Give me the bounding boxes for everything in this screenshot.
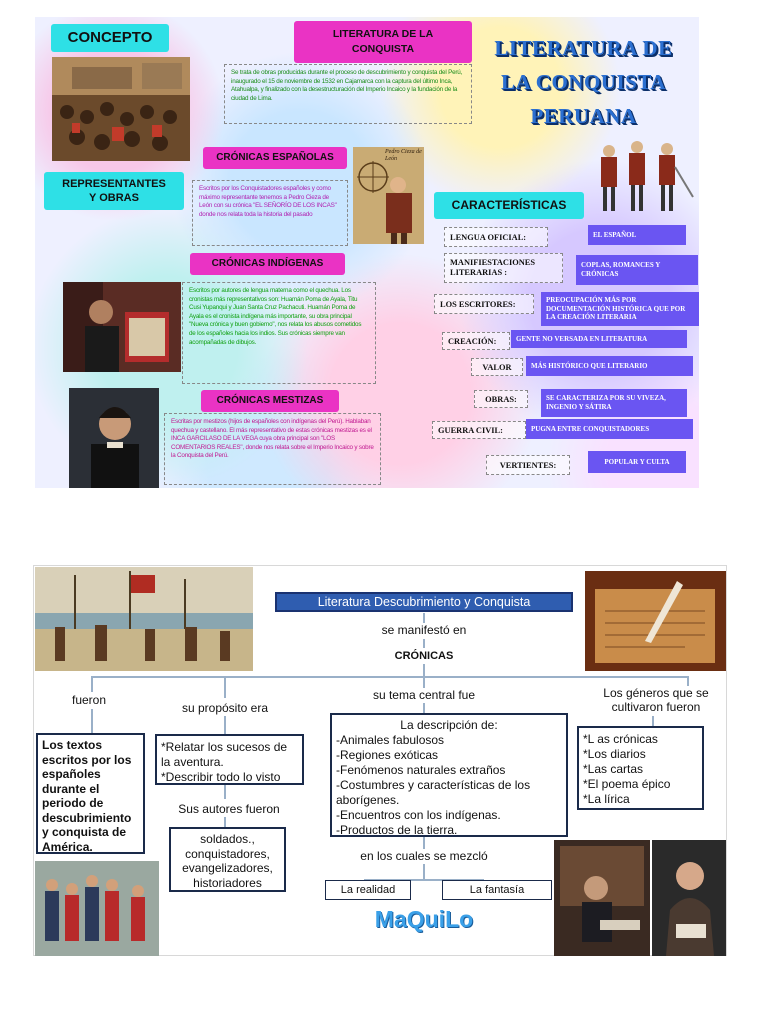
portrait-caption: Pedro Cieza de León [385,149,422,162]
concepto-text: Se trata de obras producidas durante el proceso de descubrimiento y conquista del Perú, inaugurado el 15 de noviembre de 1532 en Cajamarca con la captura del último Inca, Atahualpa, y finalizado con la desestructuración del Imperio Incaico y la fundación de la ciudad de Lima. [224,64,472,124]
connector-cronicas [423,639,425,648]
writer-at-desk-image [554,840,650,956]
autores-text: Sus autores fueron [178,802,280,816]
autores-item: soldados., [200,832,255,846]
connector-tema [423,676,425,688]
main-title-line3: PERUANA [530,104,637,128]
main-title [481,31,686,133]
autores-item: conquistadores, [185,846,270,861]
tema-item: -Costumbres y características de los aborígenes. [336,778,531,807]
connector-fueron [91,676,93,692]
representantes-line1: REPRESENTANTES [62,178,166,190]
representantes-label [44,172,184,210]
infographic-literatura-conquista [35,17,699,488]
generos-item: *La lírica [583,792,630,806]
discovery-landing-image [35,567,253,671]
connector-proposito-box [224,716,226,734]
branch-bar [91,676,689,678]
char-label-vertientes: VERTIENTES: [486,455,570,475]
connector-generos [687,676,689,686]
conquistadors-image [589,137,695,219]
proposito-item: *Describir todo lo visto [161,770,281,784]
concepto-label: CONCEPTO [51,24,169,52]
char-value-guerra-civil: PUGNA ENTRE CONQUISTADORES [526,419,693,439]
literatura-conquista-label [294,21,472,63]
tema-item: -Encuentros con los indígenas. [336,808,501,822]
proposito-text: su propósito era [181,701,269,715]
concept-map-literatura [33,565,727,956]
char-value-valor: MÁS HISTÓRICO QUE LITERARIO [526,356,693,376]
char-value-escritores: PREOCUPACIÓN MÁS POR DOCUMENTACIÓN HISTÓRICA QUE POR LA CREACIÓN LITERARIA [541,292,699,326]
generos-item: *L as crónicas [583,732,658,746]
realidad-box: La realidad [325,880,411,900]
generos-item: *Los diarios [583,747,646,761]
tema-box [330,713,568,837]
map-header: Literatura Descubrimiento y Conquista [275,592,573,612]
tema-item: -Productos de la tierra. [336,823,458,837]
connector-split [423,864,425,880]
generos-line2: cultivaron fueron [611,700,701,714]
tema-box-title: La descripción de: [400,718,498,732]
char-label-creacion: CREACIÓN: [442,332,510,350]
char-label-guerra-civil: GUERRA CIVIL: [432,421,526,439]
char-label-valor: VALOR [471,358,523,376]
connector-tema-box [423,703,425,713]
friar-portrait-image [652,840,726,956]
generos-box [577,726,704,810]
main-title-line2: LA CONQUISTA [501,70,666,94]
char-label-lengua: LENGUA OFICIAL: [444,227,548,247]
cronicas-mestizas-text: Escritas por mestizos (hijos de españoles con indígenas del Perú). Hablaban quechua y castellano. El más representativo de estas crónicas mestizas es el INCA GARCILASO DE LA VEGA cuya obra principal son "LOS COMENTARIOS REALES", donde nos relata sobre el Imperio Incaico y sobre la Conquista del Perú. [164,413,381,485]
char-label-obras: OBRAS: [474,390,528,408]
fueron-box: Los textos escritos por los españoles durante el periodo de descubrimiento y conquista de América. [36,733,145,854]
tema-item: -Regiones exóticas [336,748,439,762]
generos-text [586,686,726,714]
char-value-obras: SE CARACTERIZA POR SU VIVEZA, INGENIO Y SÁTIRA [541,389,687,417]
cronicas-indigenas-text: Escritos por autores de lengua materna como el quechua. Los cronistas más representativos son: Huamán Poma de Ayala, Titu Cusi Yupanqui y Juan Santa Cruz Pachacuti. Huamán Poma de Ayala es el cronista indígena más importante, su obra principal "Nueva crónica y buen gobierno", nos relata los abusos cometidos de los españoles hacia los indios. Sus crónicas siempre van acompañadas de dibujos. [182,282,376,384]
conquest-battle-image [52,57,190,161]
se-manifesto-text: se manifestó en [381,623,467,637]
char-label-manifestaciones: MANIFIESTACIONES LITERARIAS : [444,253,563,283]
mezclo-text: en los cuales se mezcló [360,849,488,863]
conquistadors-meeting-image [35,861,159,956]
connector-fueron-box [91,709,93,733]
char-value-creacion: GENTE NO VERSADA EN LITERATURA [511,330,687,348]
connector-proposito [224,676,226,698]
caracteristicas-label: CARACTERÍSTICAS [434,192,584,219]
indigenous-chronicler-image [63,282,181,372]
connector-autores [224,785,226,799]
cronicas-text: CRÓNICAS [394,650,454,662]
garcilaso-portrait [69,388,159,488]
signature: MaQuiLo [374,906,474,932]
char-value-manifestaciones: COPLAS, ROMANCES Y CRÓNICAS [576,255,698,285]
connector-autores-box [224,817,226,827]
cronicas-espanolas-label: CRÓNICAS ESPAÑOLAS [203,147,347,169]
proposito-box [155,734,304,785]
char-label-escritores: LOS ESCRITORES: [434,294,534,314]
literatura-label-line1: LITERATURA DE LA [332,28,434,40]
autores-item: historiadores [193,875,262,890]
tema-item: -Fenómenos naturales extraños [336,763,506,777]
connector-generos-box [652,716,654,726]
char-value-lengua: EL ESPAÑOL [588,225,686,245]
representantes-line2: Y OBRAS [89,192,139,204]
quill-parchment-image [585,571,726,671]
autores-box [169,827,286,892]
char-value-vertientes: POPULAR Y CULTA [588,451,686,473]
tema-item: -Animales fabulosos [336,733,445,747]
cronicas-indigenas-label: CRÓNICAS INDÍGENAS [190,253,345,275]
main-title-line1: LITERATURA DE [494,36,673,60]
pedro-cieza-portrait [353,147,424,244]
cronicas-espanolas-text: Escritos por los Conquistadores españoles y como máximo representante tenemos a Pedro Cieza de León con su crónica "EL SEÑORÍO DE LOS INCAS" donde nos relata toda la historia del pasado [192,180,348,246]
autores-item: evangelizadores, [182,861,273,875]
literatura-label-line2: CONQUISTA [351,43,415,55]
connector-header [423,613,425,623]
generos-item: *El poema épico [583,777,671,791]
proposito-item: *Relatar los sucesos de la aventura. [161,740,288,769]
fueron-text: fueron [71,693,107,707]
generos-item: *Las cartas [583,762,644,776]
fantasia-box: La fantasía [442,880,552,900]
generos-line1: Los géneros que se [603,686,709,700]
tema-text: su tema central fue [372,688,476,702]
cronicas-mestizas-label: CRÓNICAS MESTIZAS [201,390,339,412]
connector-mezclo [423,837,425,849]
